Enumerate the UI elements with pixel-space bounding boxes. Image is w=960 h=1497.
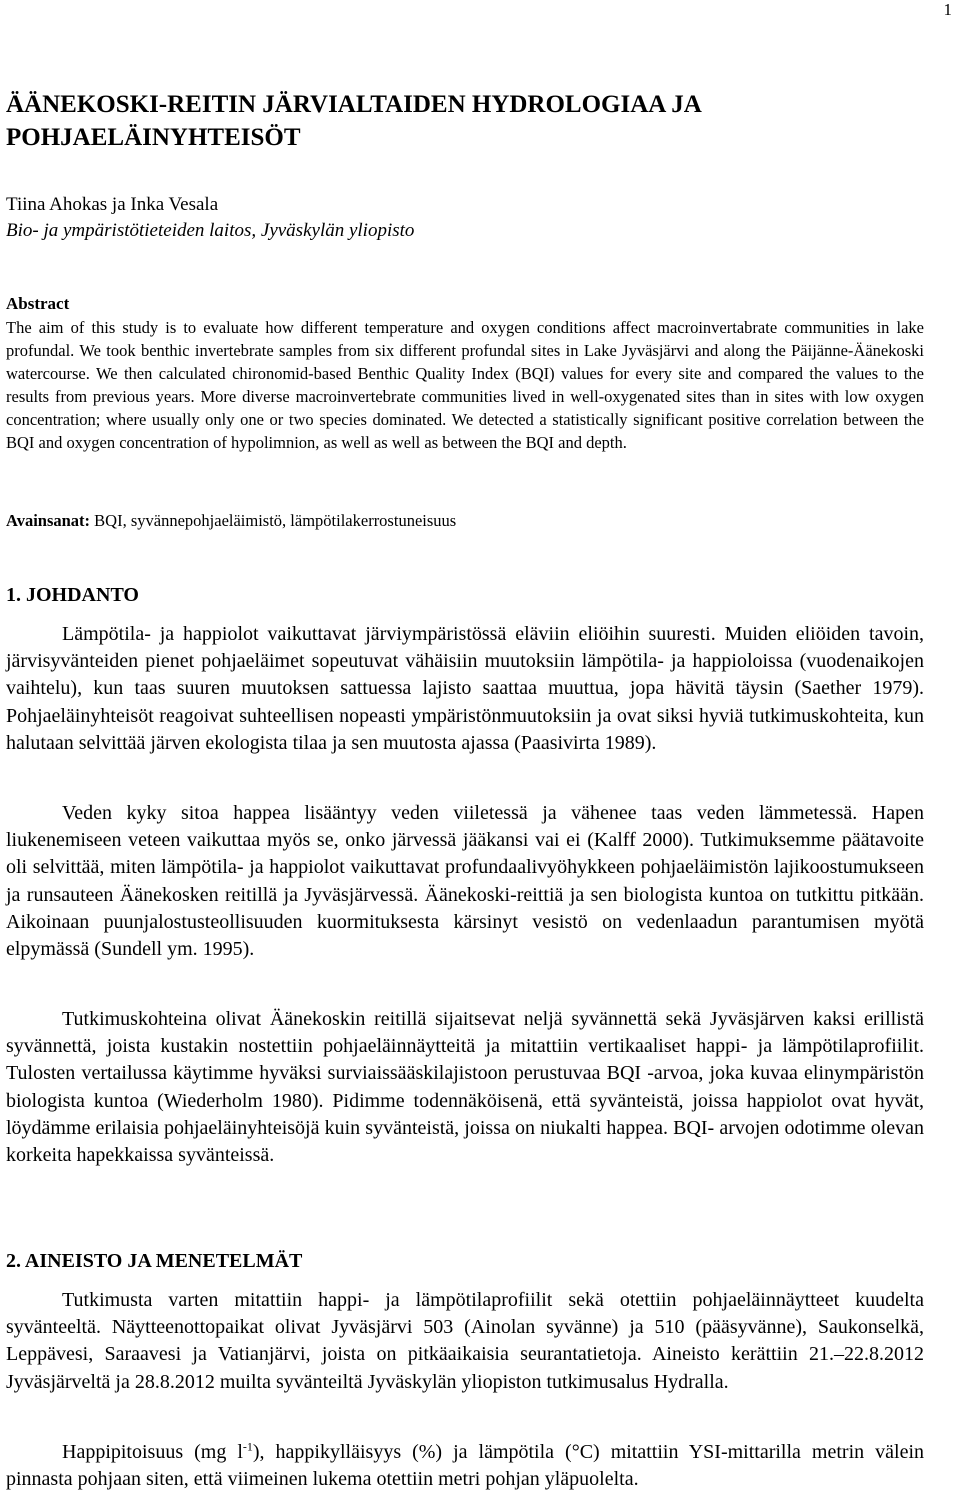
abstract-text: The aim of this study is to evaluate how different temperature and oxygen conditions affect macroinvertabrate communities in lake profundal. We took benthic invertebrate samples from six different profundal sites in Lake Jyväsjärvi and along the Päijänne-Äänekoski watercourse. We then calculated chironomid-based Benthic Quality Index (BQI) values for every site and compared the values to the results from previous years. More diverse macroinvertebrate communities lived in well-oxygenated sites than in sites with low oxygen concentration; where usually only one or two species dominated. We detected a statistically significant positive correlation between the BQI and oxygen concentration of hypolimnion, as well as well as between the BQI and depth. bbox=[6, 318, 924, 452]
abstract-heading: Abstract bbox=[6, 294, 70, 313]
intro-paragraph-3: Tutkimuskohteina olivat Äänekoskin reitillä sijaitsevat neljä syvännettä sekä Jyväsjärven kaksi erillistä syvännettä, joista kustakin nostettiin pohjaeläinnäytteitä ja mitattiin vertikaaliset happi- ja lämpötilaprofiilit. Tulosten vertailussa käytimme hyväksi surviaissääskilajistoon perustuvaa BQI -arvoa, joka kuvaa elinympäristön biologista kuntoa (Wiederholm 1980). Pidimme todennäköisenä, että syvänteistä, joissa happiolot ovat hyvät, löydämme erilaisia pohjaeläinyhteisöjä kuin syvänteistä, joissa on niukalti happea. BQI- arvojen odotimme olevan korkeita hapekkaissa syvänteissä. bbox=[6, 1008, 924, 1167]
methods-p2-start: Happipitoisuus (mg l bbox=[62, 1441, 243, 1463]
intro-paragraph-2: Veden kyky sitoa happea lisääntyy veden viiletessä ja vähenee taas veden lämmetessä. Hapen liukenemiseen veteen vaikuttaa myös se, onko järvessä jääkansi vai ei (Kalff 2000). Tutkimuksemme päätavoite oli selvittää, miten lämpötila- ja happiolot vaikuttavat profundaalivyöhykkeen pohjaeläimistön lajikoostumukseen ja runsauteen Äänekosken reitillä ja Jyväsjärvessä. Äänekoski-reittiä ja sen biologista kuntoa on tutkittu pitkään. Aikoinaan puunjalostusteollisuuden kuormituksesta kärsinyt vesistö on vedenlaadun parantumisen myötä elpymässä (Sundell ym. 1995). bbox=[6, 802, 924, 961]
methods-paragraph-1: Tutkimusta varten mitattiin happi- ja lämpötilaprofiilit sekä otettiin pohjaeläinnäytteet kuudelta syvänteeltä. Näytteenottopaikat olivat Jyväsjärvi 503 (Ainolan syvänne) ja 510 (pääsyvänne), Saukonselkä, Leppävesi, Saraavesi ja Vatianjärvi, joista on pitkäaikaisia seurantatietoja. Aineisto kerättiin 21.–22.8.2012 Jyväsjärveltä ja 28.8.2012 muilta syvänteiltä Jyväskylän yliopiston tutkimusalus Hydralla. bbox=[6, 1289, 924, 1393]
keywords bbox=[6, 510, 456, 532]
title-line-1: ÄÄNEKOSKI-REITIN JÄRVIALTAIDEN HYDROLOGIAA JA bbox=[6, 91, 702, 118]
section-heading-introduction: 1. JOHDANTO bbox=[6, 584, 139, 606]
title-line-2: POHJAELÄINYHTEISÖT bbox=[6, 124, 301, 151]
methods-paragraph-2 bbox=[6, 1439, 924, 1493]
section-heading-methods: 2. AINEISTO JA MENETELMÄT bbox=[6, 1250, 303, 1272]
unit-superscript: -1 bbox=[242, 1439, 253, 1454]
methods-p2-end: ), happikylläisyys (%) ja lämpötila (°C) mitattiin YSI-mittarilla metrin välein pinnasta pohjaan siten, että viimeinen lukema otettiin metri pohjan yläpuolelta. bbox=[6, 1441, 924, 1491]
page-number: 1 bbox=[943, 0, 952, 19]
keywords-text: BQI, syvännepohjaeläimistö, lämpötilakerrostuneisuus bbox=[90, 511, 457, 530]
authors: Tiina Ahokas ja Inka Vesala bbox=[6, 194, 219, 215]
affiliation: Bio- ja ympäristötieteiden laitos, Jyväskylän yliopisto bbox=[6, 220, 415, 241]
keywords-label: Avainsanat: bbox=[6, 511, 91, 530]
intro-paragraph-1: Lämpötila- ja happiolot vaikuttavat järviympäristössä eläviin eliöihin suuresti. Muiden eliöiden tavoin, järvisyvänteiden pienet pohjaeläimet sopeutuvat vähäisiin muutoksiin lämpötila- ja happioloissa (vuodenaikojen vaihtelu), kun taas suuren muutoksen sattuessa lajisto saattaa muuttua, jopa hävitä täysin (Saether 1979). Pohjaeläinyhteisöt reagoivat suhteellisen nopeasti ympäristönmuutoksiin ja ovat siksi hyviä tutkimuskohteita, kun halutaan selvittää järven ekologista tilaa ja sen muutosta ajassa (Paasivirta 1989). bbox=[6, 623, 924, 754]
paper-title bbox=[6, 88, 926, 154]
